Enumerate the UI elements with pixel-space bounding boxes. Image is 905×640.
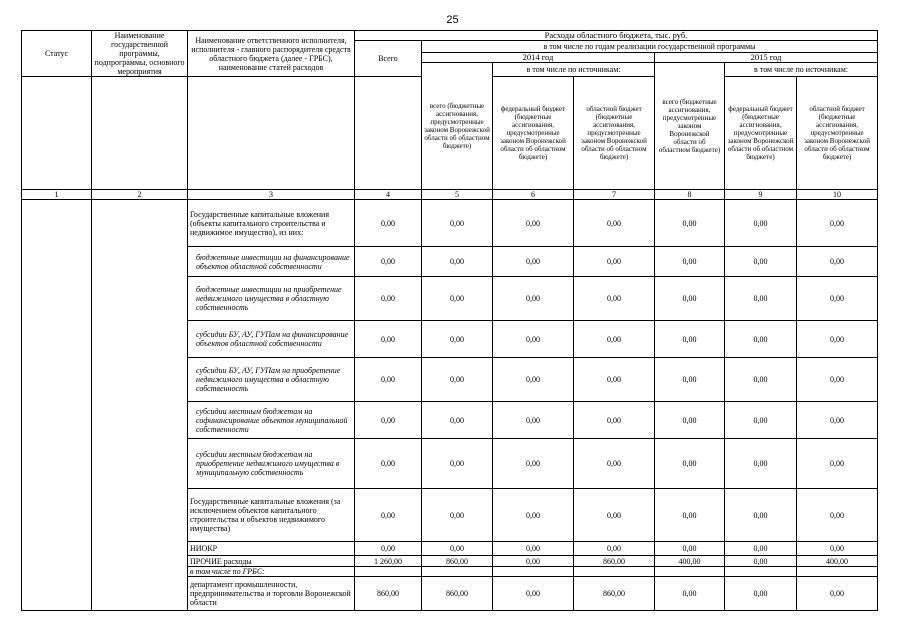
value-cell: 0,00 xyxy=(655,321,725,358)
row-name: в том числе по ГРБС: xyxy=(188,567,355,577)
header-total: Всего xyxy=(355,41,422,77)
value-cell xyxy=(355,567,422,577)
value-cell: 0,00 xyxy=(355,358,422,402)
value-cell: 0,00 xyxy=(655,402,725,439)
value-cell: 0,00 xyxy=(797,200,878,247)
header-status-cont xyxy=(22,77,92,190)
header-year-2015: 2015 год xyxy=(655,53,878,63)
value-cell: 0,00 xyxy=(355,542,422,556)
row-name: субсидии БУ, АУ, ГУПам на приобретение недвижимого имущества в областную собственность xyxy=(188,358,355,402)
value-cell xyxy=(422,567,493,577)
column-number: 10 xyxy=(797,190,878,200)
value-cell: 0,00 xyxy=(355,277,422,321)
column-number: 9 xyxy=(725,190,797,200)
program-cell xyxy=(92,200,188,611)
row-name: субсидии местным бюджетам на приобретение недвижимого имущества в муниципальную собственность xyxy=(188,439,355,489)
header-program-name: Наименование государственной программы, подпрограммы, основного мероприятия xyxy=(92,31,188,77)
value-cell: 0,00 xyxy=(655,439,725,489)
row-name: ПРОЧИЕ расходы xyxy=(188,556,355,567)
value-cell: 0,00 xyxy=(355,247,422,277)
value-cell: 0,00 xyxy=(797,542,878,556)
header-by-sources-2014: в том числе по источникам: xyxy=(493,63,655,77)
value-cell: 0,00 xyxy=(493,200,574,247)
header-by-years: в том числе по годам реализации государственной программы xyxy=(422,41,878,53)
value-cell: 0,00 xyxy=(655,542,725,556)
value-cell: 860,00 xyxy=(574,577,655,611)
value-cell: 0,00 xyxy=(422,358,493,402)
value-cell: 0,00 xyxy=(493,247,574,277)
row-name: департамент промышленности, предпринимательства и торговли Воронежской области xyxy=(188,577,355,611)
row-name: субсидии местным бюджетам на софинансирование объектов муниципальной собственности xyxy=(188,402,355,439)
value-cell: 0,00 xyxy=(797,489,878,542)
value-cell: 0,00 xyxy=(493,321,574,358)
page-number: 25 xyxy=(446,14,459,26)
value-cell: 0,00 xyxy=(574,439,655,489)
column-number: 8 xyxy=(655,190,725,200)
value-cell: 0,00 xyxy=(725,358,797,402)
row-name: бюджетные инвестиции на приобретение недвижимого имущества в областную собственность xyxy=(188,277,355,321)
value-cell: 0,00 xyxy=(574,358,655,402)
column-number: 5 xyxy=(422,190,493,200)
value-cell: 0,00 xyxy=(725,247,797,277)
header-col6: федеральный бюджет (бюджетные ассигнования, предусмотренные законом Воронежской области об областном бюджете) xyxy=(493,77,574,190)
value-cell: 0,00 xyxy=(355,439,422,489)
row-name: НИОКР xyxy=(188,542,355,556)
header-by-sources-2015: в том числе по источникам: xyxy=(725,63,878,77)
column-number: 1 xyxy=(22,190,92,200)
header-col9: федеральный бюджет (бюджетные ассигнования, предусмотренные законом Воронежской области об областном бюджете) xyxy=(725,77,797,190)
value-cell: 0,00 xyxy=(797,321,878,358)
status-cell xyxy=(22,200,92,611)
header-col5: всего (бюджетные ассигнования, предусмотренные законом Воронежской области об областном бюджете) xyxy=(422,63,493,190)
value-cell: 0,00 xyxy=(574,277,655,321)
value-cell xyxy=(493,567,574,577)
header-expenses: Расходы областного бюджета, тыс. руб. xyxy=(355,31,878,41)
value-cell: 0,00 xyxy=(422,542,493,556)
value-cell: 0,00 xyxy=(725,439,797,489)
value-cell: 0,00 xyxy=(797,358,878,402)
value-cell xyxy=(725,567,797,577)
row-name: Государственные капитальные вложения (объекты капитального строительства и недвижимое имущество), из них: xyxy=(188,200,355,247)
value-cell: 0,00 xyxy=(422,277,493,321)
value-cell: 860,00 xyxy=(422,556,493,567)
value-cell xyxy=(574,567,655,577)
header-responsible-cont xyxy=(188,77,355,190)
value-cell: 0,00 xyxy=(725,277,797,321)
column-number: 4 xyxy=(355,190,422,200)
value-cell: 0,00 xyxy=(574,489,655,542)
value-cell: 0,00 xyxy=(725,556,797,567)
header-year-2014: 2014 год xyxy=(422,53,655,63)
value-cell: 0,00 xyxy=(725,489,797,542)
value-cell: 0,00 xyxy=(422,247,493,277)
value-cell xyxy=(797,567,878,577)
value-cell: 0,00 xyxy=(422,489,493,542)
header-program-cont xyxy=(92,77,188,190)
header-responsible: Наименование ответственного исполнителя, исполнителя - главного распорядителя средств областного бюджета (далее - ГРБС), наименование статей расходов xyxy=(188,31,355,77)
column-number: 6 xyxy=(493,190,574,200)
value-cell: 0,00 xyxy=(574,542,655,556)
value-cell: 0,00 xyxy=(725,200,797,247)
table-row xyxy=(22,200,878,247)
value-cell: 0,00 xyxy=(493,556,574,567)
value-cell: 0,00 xyxy=(655,277,725,321)
value-cell: 0,00 xyxy=(797,577,878,611)
value-cell: 0,00 xyxy=(655,489,725,542)
value-cell: 0,00 xyxy=(355,489,422,542)
header-col7: областной бюджет (бюджетные ассигнования, предусмотренные законом Воронежской области об областном бюджете) xyxy=(574,77,655,190)
value-cell: 400,00 xyxy=(797,556,878,567)
value-cell: 0,00 xyxy=(655,358,725,402)
value-cell: 0,00 xyxy=(655,200,725,247)
header-col8: всего (бюджетные ассигнования, предусмотренные законом Воронежской области об областном бюджете) xyxy=(655,63,725,190)
header-col10: областной бюджет (бюджетные ассигнования, предусмотренные законом Воронежской области об областном бюджете) xyxy=(797,77,878,190)
value-cell: 1 260,00 xyxy=(355,556,422,567)
value-cell: 0,00 xyxy=(725,542,797,556)
value-cell: 0,00 xyxy=(493,542,574,556)
value-cell: 0,00 xyxy=(655,247,725,277)
value-cell: 0,00 xyxy=(797,402,878,439)
value-cell xyxy=(655,567,725,577)
value-cell: 860,00 xyxy=(574,556,655,567)
column-number: 2 xyxy=(92,190,188,200)
value-cell: 0,00 xyxy=(422,402,493,439)
value-cell: 0,00 xyxy=(493,402,574,439)
value-cell: 0,00 xyxy=(422,439,493,489)
value-cell: 0,00 xyxy=(574,321,655,358)
value-cell: 0,00 xyxy=(797,247,878,277)
value-cell: 0,00 xyxy=(725,321,797,358)
value-cell: 0,00 xyxy=(725,402,797,439)
row-name: субсидии БУ, АУ, ГУПам на финансирование объектов областной собственности xyxy=(188,321,355,358)
value-cell: 0,00 xyxy=(725,577,797,611)
header-status: Статус xyxy=(22,31,92,77)
value-cell: 0,00 xyxy=(574,402,655,439)
value-cell: 0,00 xyxy=(797,439,878,489)
value-cell: 0,00 xyxy=(574,247,655,277)
value-cell: 0,00 xyxy=(493,277,574,321)
value-cell: 0,00 xyxy=(355,200,422,247)
row-name: Государственные капитальные вложения (за исключением объектов капитального строительства и объектов недвижимого имущества) xyxy=(188,489,355,542)
column-number: 3 xyxy=(188,190,355,200)
value-cell: 0,00 xyxy=(493,358,574,402)
budget-table xyxy=(21,30,878,611)
value-cell: 0,00 xyxy=(493,489,574,542)
value-cell: 0,00 xyxy=(422,200,493,247)
value-cell: 0,00 xyxy=(422,321,493,358)
column-number: 7 xyxy=(574,190,655,200)
value-cell: 860,00 xyxy=(355,577,422,611)
value-cell: 0,00 xyxy=(655,577,725,611)
value-cell: 0,00 xyxy=(574,200,655,247)
value-cell: 0,00 xyxy=(355,321,422,358)
value-cell: 400,00 xyxy=(655,556,725,567)
value-cell: 0,00 xyxy=(797,277,878,321)
value-cell: 860,00 xyxy=(422,577,493,611)
value-cell: 0,00 xyxy=(493,439,574,489)
header-total-cont xyxy=(355,77,422,190)
value-cell: 0,00 xyxy=(355,402,422,439)
row-name: бюджетные инвестиции на финансирование объектов областной собственности xyxy=(188,247,355,277)
value-cell: 0,00 xyxy=(493,577,574,611)
